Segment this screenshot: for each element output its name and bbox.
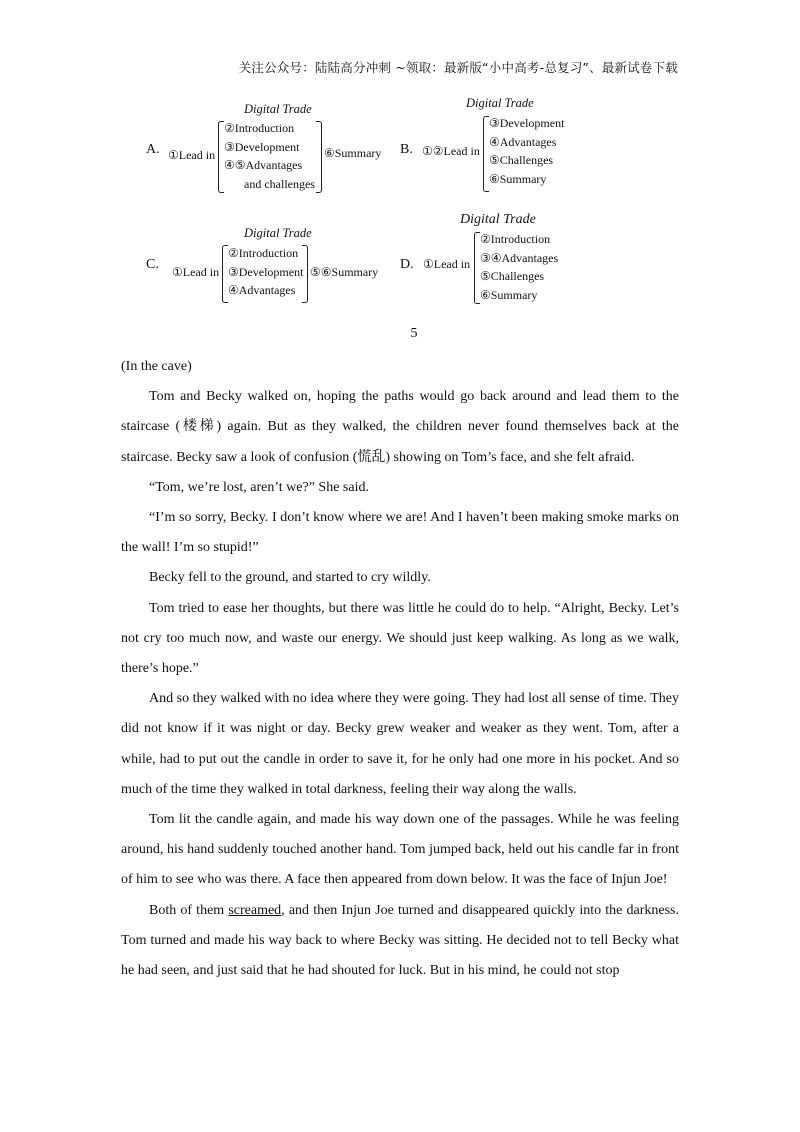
option-d-item: ⑤Challenges bbox=[480, 269, 545, 283]
option-a-item: ④⑤Advantages bbox=[224, 158, 303, 172]
passage-heading: (In the cave) bbox=[121, 359, 192, 374]
option-b-lead: ①②Lead in bbox=[422, 144, 480, 158]
underlined-word: screamed bbox=[228, 902, 282, 918]
option-b-items bbox=[489, 114, 564, 188]
option-d-items bbox=[480, 230, 558, 304]
paragraph-start: Both of them bbox=[149, 902, 229, 918]
paragraph-end: , and then Injun Joe turned and disappeared quickly into the darkness. Tom turned and made his way back to where Becky was sitting. He decided not to tell Becky what he had seen, and just said that he had shouted for luck. But in his mind, he could not stop bbox=[121, 902, 679, 979]
option-c-item: ③Development bbox=[228, 264, 304, 279]
option-a-lead: ①Lead in bbox=[168, 148, 216, 162]
option-a-items bbox=[224, 119, 315, 193]
reading-passage bbox=[121, 352, 679, 986]
option-b-letter: B. bbox=[400, 142, 413, 157]
option-c-items bbox=[228, 244, 303, 300]
option-b-item: ④Advantages bbox=[489, 134, 557, 149]
option-b-item: ⑤Challenges bbox=[489, 153, 554, 167]
passage-paragraph: Tom lit the candle again, and made his way down one of the passages. While he was feeling around, his hand suddenly touched another hand. Tom jumped back, held out his candle far in front of him to see who was there. A face then appeared from down below. It was the face of Injun Joe! bbox=[121, 812, 679, 888]
option-a-summary: ⑥Summary bbox=[324, 146, 382, 160]
option-c-lead: ①Lead in bbox=[172, 265, 220, 279]
passage-paragraph: “I’m so sorry, Becky. I don’t know where we are! And I haven’t been making smoke marks on the wall! I’m so stupid!” bbox=[121, 510, 679, 556]
page-number: 5 bbox=[410, 326, 418, 341]
option-b-title: Digital Trade bbox=[466, 96, 534, 110]
passage-paragraph: Tom tried to ease her thoughts, but there was little he could do to help. “Alright, Becky. Let’s not cry too much now, and waste our energy. We should just keep walking. As long as we walk, there’s hope.” bbox=[121, 600, 679, 677]
option-c-item: ②Introduction bbox=[228, 246, 299, 260]
option-d-item: ③④Advantages bbox=[480, 250, 559, 265]
option-a-item: ②Introduction bbox=[224, 121, 295, 135]
option-a-right-brace bbox=[316, 121, 322, 193]
option-c-item: ④Advantages bbox=[228, 283, 296, 297]
option-d-item: ②Introduction bbox=[480, 232, 551, 246]
passage-paragraph: Tom and Becky walked on, hoping the paths would go back around and lead them to the staircase (楼梯) again. But as they walked, the children never found themselves back at the staircase. Becky saw a look of confusion (慌乱) showing on Tom’s face, and she felt afraid. bbox=[121, 389, 679, 465]
passage-paragraph: Becky fell to the ground, and started to cry wildly. bbox=[149, 570, 431, 586]
option-d-letter: D. bbox=[400, 257, 414, 272]
passage-paragraph: “Tom, we’re lost, aren’t we?” She said. bbox=[149, 479, 369, 495]
option-a-letter: A. bbox=[146, 142, 160, 157]
option-b-item: ⑥Summary bbox=[489, 171, 547, 186]
option-c-title: Digital Trade bbox=[244, 226, 312, 240]
option-c-right-brace bbox=[302, 245, 308, 303]
option-c-summary: ⑤⑥Summary bbox=[310, 265, 379, 279]
option-b-item: ③Development bbox=[489, 116, 565, 130]
option-a-title: Digital Trade bbox=[244, 102, 312, 116]
passage-paragraph: And so they walked with no idea where they were going. They had lost all sense of time. They did not know if it was night or day. Becky grew weaker and weaker as they went. Tom, after a while, had to put out the candle in order to save it, for he only had one more in his pocket. And so much of the time they walked in total darkness, feeling their way along the walls. bbox=[121, 691, 679, 797]
option-a-item: ③Development bbox=[224, 139, 300, 154]
option-d-item: ⑥Summary bbox=[480, 287, 538, 302]
option-d-title: Digital Trade bbox=[460, 212, 536, 227]
passage-paragraph bbox=[121, 896, 679, 987]
page-header: 关注公众号：陆陆高分冲刺 ~领取：最新版“小中高考-总复习”、最新试卷下载 bbox=[238, 60, 678, 75]
option-d-lead: ①Lead in bbox=[423, 257, 471, 271]
option-c-letter: C. bbox=[146, 257, 159, 272]
option-a-item: and challenges bbox=[244, 176, 315, 191]
